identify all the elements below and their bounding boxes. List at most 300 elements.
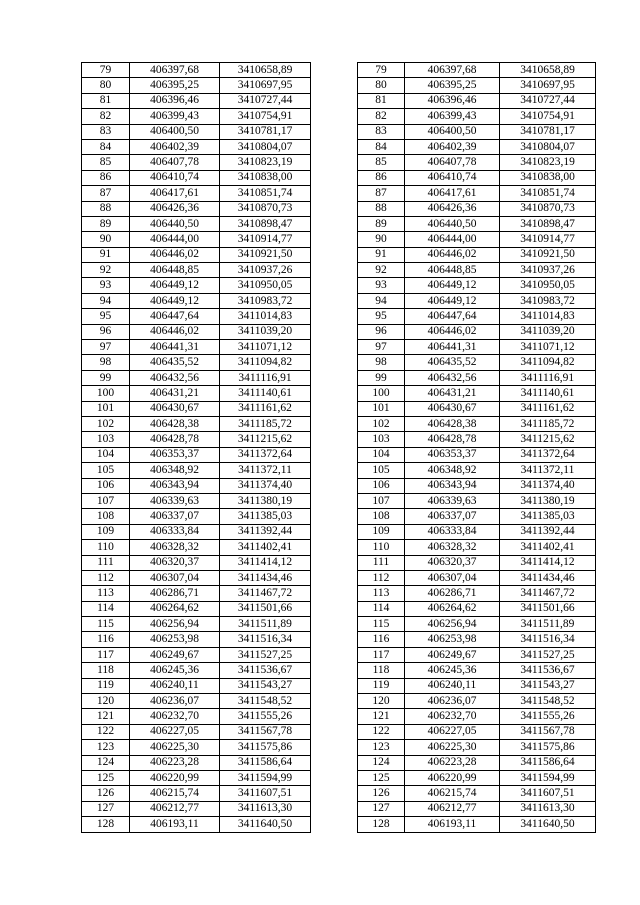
right-y-coordinate-cell: 3410937,26 — [500, 263, 596, 278]
left-point-number-cell: 101 — [82, 401, 130, 416]
right-y-coordinate-cell: 3411385,03 — [500, 509, 596, 524]
right-y-coordinate-cell: 3411640,50 — [500, 817, 596, 832]
right-x-coordinate-cell: 406444,00 — [405, 232, 500, 247]
table-row — [82, 724, 596, 739]
table-row — [82, 647, 596, 662]
table-row — [82, 93, 596, 108]
column-gap — [311, 770, 358, 785]
right-y-coordinate-cell: 3411613,30 — [500, 801, 596, 816]
right-x-coordinate-cell: 406402,39 — [405, 139, 500, 154]
left-x-coordinate-cell: 406448,85 — [130, 263, 220, 278]
right-point-number-cell: 123 — [358, 740, 405, 755]
column-gap — [311, 401, 358, 416]
left-x-coordinate-cell: 406286,71 — [130, 586, 220, 601]
left-x-coordinate-cell: 406328,32 — [130, 540, 220, 555]
right-point-number-cell: 121 — [358, 709, 405, 724]
table-row — [82, 555, 596, 570]
left-y-coordinate-cell: 3411586,64 — [220, 755, 311, 770]
left-point-number-cell: 104 — [82, 447, 130, 462]
right-y-coordinate-cell: 3411071,12 — [500, 340, 596, 355]
right-y-coordinate-cell: 3411215,62 — [500, 432, 596, 447]
column-gap — [311, 216, 358, 231]
right-y-coordinate-cell: 3411039,20 — [500, 324, 596, 339]
table-row — [82, 663, 596, 678]
left-x-coordinate-cell: 406428,38 — [130, 416, 220, 431]
table-row — [82, 709, 596, 724]
right-x-coordinate-cell: 406417,61 — [405, 186, 500, 201]
right-x-coordinate-cell: 406440,50 — [405, 216, 500, 231]
right-point-number-cell: 86 — [358, 170, 405, 185]
left-x-coordinate-cell: 406399,43 — [130, 109, 220, 124]
right-x-coordinate-cell: 406328,32 — [405, 540, 500, 555]
column-gap — [311, 801, 358, 816]
left-x-coordinate-cell: 406440,50 — [130, 216, 220, 231]
left-y-coordinate-cell: 3411392,44 — [220, 524, 311, 539]
left-x-coordinate-cell: 406449,12 — [130, 278, 220, 293]
column-gap — [311, 586, 358, 601]
column-gap — [311, 263, 358, 278]
right-x-coordinate-cell: 406428,78 — [405, 432, 500, 447]
column-gap — [311, 293, 358, 308]
left-point-number-cell: 124 — [82, 755, 130, 770]
left-x-coordinate-cell: 406407,78 — [130, 155, 220, 170]
column-gap — [311, 678, 358, 693]
left-x-coordinate-cell: 406215,74 — [130, 786, 220, 801]
right-y-coordinate-cell: 3411372,11 — [500, 463, 596, 478]
right-point-number-cell: 85 — [358, 155, 405, 170]
left-x-coordinate-cell: 406320,37 — [130, 555, 220, 570]
left-point-number-cell: 108 — [82, 509, 130, 524]
left-y-coordinate-cell: 3411374,40 — [220, 478, 311, 493]
left-point-number-cell: 117 — [82, 647, 130, 662]
left-y-coordinate-cell: 3411467,72 — [220, 586, 311, 601]
left-y-coordinate-cell: 3410937,26 — [220, 263, 311, 278]
right-x-coordinate-cell: 406353,37 — [405, 447, 500, 462]
right-x-coordinate-cell: 406223,28 — [405, 755, 500, 770]
left-point-number-cell: 115 — [82, 617, 130, 632]
right-x-coordinate-cell: 406441,31 — [405, 340, 500, 355]
right-point-number-cell: 99 — [358, 370, 405, 385]
left-x-coordinate-cell: 406339,63 — [130, 493, 220, 508]
table-row — [82, 432, 596, 447]
left-x-coordinate-cell: 406426,36 — [130, 201, 220, 216]
column-gap — [311, 663, 358, 678]
right-x-coordinate-cell: 406397,68 — [405, 63, 500, 78]
left-x-coordinate-cell: 406397,68 — [130, 63, 220, 78]
table-row — [82, 309, 596, 324]
right-point-number-cell: 84 — [358, 139, 405, 154]
right-x-coordinate-cell: 406431,21 — [405, 386, 500, 401]
left-y-coordinate-cell: 3410838,00 — [220, 170, 311, 185]
left-point-number-cell: 109 — [82, 524, 130, 539]
right-point-number-cell: 94 — [358, 293, 405, 308]
table-row — [82, 416, 596, 431]
column-gap — [311, 139, 358, 154]
column-gap — [311, 247, 358, 262]
right-point-number-cell: 81 — [358, 93, 405, 108]
column-gap — [311, 309, 358, 324]
right-y-coordinate-cell: 3410823,19 — [500, 155, 596, 170]
left-point-number-cell: 107 — [82, 493, 130, 508]
table-row — [82, 201, 596, 216]
right-y-coordinate-cell: 3410898,47 — [500, 216, 596, 231]
left-point-number-cell: 79 — [82, 63, 130, 78]
column-gap — [311, 740, 358, 755]
column-gap — [311, 78, 358, 93]
left-point-number-cell: 84 — [82, 139, 130, 154]
left-y-coordinate-cell: 3411434,46 — [220, 570, 311, 585]
table-row — [82, 524, 596, 539]
left-x-coordinate-cell: 406447,64 — [130, 309, 220, 324]
left-y-coordinate-cell: 3411402,41 — [220, 540, 311, 555]
left-y-coordinate-cell: 3410898,47 — [220, 216, 311, 231]
column-gap — [311, 570, 358, 585]
right-x-coordinate-cell: 406212,77 — [405, 801, 500, 816]
left-point-number-cell: 116 — [82, 632, 130, 647]
right-point-number-cell: 113 — [358, 586, 405, 601]
table-row — [82, 601, 596, 616]
table-row — [82, 540, 596, 555]
left-point-number-cell: 106 — [82, 478, 130, 493]
left-point-number-cell: 113 — [82, 586, 130, 601]
table-row — [82, 216, 596, 231]
left-y-coordinate-cell: 3411527,25 — [220, 647, 311, 662]
left-y-coordinate-cell: 3410914,77 — [220, 232, 311, 247]
right-y-coordinate-cell: 3411185,72 — [500, 416, 596, 431]
left-point-number-cell: 119 — [82, 678, 130, 693]
column-gap — [311, 93, 358, 108]
table-row — [82, 78, 596, 93]
table-row — [82, 694, 596, 709]
left-point-number-cell: 100 — [82, 386, 130, 401]
right-point-number-cell: 112 — [358, 570, 405, 585]
right-y-coordinate-cell: 3411094,82 — [500, 355, 596, 370]
right-x-coordinate-cell: 406448,85 — [405, 263, 500, 278]
left-y-coordinate-cell: 3411640,50 — [220, 817, 311, 832]
table-row — [82, 263, 596, 278]
right-x-coordinate-cell: 406320,37 — [405, 555, 500, 570]
table-row — [82, 109, 596, 124]
right-x-coordinate-cell: 406245,36 — [405, 663, 500, 678]
table-row — [82, 786, 596, 801]
table-row — [82, 370, 596, 385]
column-gap — [311, 709, 358, 724]
left-y-coordinate-cell: 3411555,26 — [220, 709, 311, 724]
column-gap — [311, 155, 358, 170]
column-gap — [311, 524, 358, 539]
left-y-coordinate-cell: 3410658,89 — [220, 63, 311, 78]
left-point-number-cell: 127 — [82, 801, 130, 816]
table-row — [82, 186, 596, 201]
table-row — [82, 509, 596, 524]
column-gap — [311, 694, 358, 709]
right-y-coordinate-cell: 3411586,64 — [500, 755, 596, 770]
right-x-coordinate-cell: 406286,71 — [405, 586, 500, 601]
table-row — [82, 570, 596, 585]
left-y-coordinate-cell: 3411575,86 — [220, 740, 311, 755]
left-point-number-cell: 105 — [82, 463, 130, 478]
right-point-number-cell: 128 — [358, 817, 405, 832]
left-point-number-cell: 103 — [82, 432, 130, 447]
left-y-coordinate-cell: 3411372,11 — [220, 463, 311, 478]
table-row — [82, 755, 596, 770]
column-gap — [311, 601, 358, 616]
left-y-coordinate-cell: 3411161,62 — [220, 401, 311, 416]
left-point-number-cell: 123 — [82, 740, 130, 755]
left-x-coordinate-cell: 406232,70 — [130, 709, 220, 724]
coordinates-table — [81, 62, 596, 833]
table-row — [82, 355, 596, 370]
left-x-coordinate-cell: 406353,37 — [130, 447, 220, 462]
right-y-coordinate-cell: 3410921,50 — [500, 247, 596, 262]
right-point-number-cell: 114 — [358, 601, 405, 616]
left-x-coordinate-cell: 406227,05 — [130, 724, 220, 739]
left-x-coordinate-cell: 406225,30 — [130, 740, 220, 755]
left-x-coordinate-cell: 406337,07 — [130, 509, 220, 524]
left-x-coordinate-cell: 406428,78 — [130, 432, 220, 447]
right-y-coordinate-cell: 3411140,61 — [500, 386, 596, 401]
left-y-coordinate-cell: 3411116,91 — [220, 370, 311, 385]
column-gap — [311, 617, 358, 632]
left-y-coordinate-cell: 3411548,52 — [220, 694, 311, 709]
left-point-number-cell: 81 — [82, 93, 130, 108]
right-x-coordinate-cell: 406432,56 — [405, 370, 500, 385]
right-x-coordinate-cell: 406449,12 — [405, 293, 500, 308]
right-x-coordinate-cell: 406407,78 — [405, 155, 500, 170]
right-point-number-cell: 92 — [358, 263, 405, 278]
right-x-coordinate-cell: 406337,07 — [405, 509, 500, 524]
right-point-number-cell: 87 — [358, 186, 405, 201]
left-point-number-cell: 111 — [82, 555, 130, 570]
right-y-coordinate-cell: 3411414,12 — [500, 555, 596, 570]
left-x-coordinate-cell: 406348,92 — [130, 463, 220, 478]
column-gap — [311, 186, 358, 201]
right-x-coordinate-cell: 406430,67 — [405, 401, 500, 416]
right-x-coordinate-cell: 406225,30 — [405, 740, 500, 755]
left-x-coordinate-cell: 406395,25 — [130, 78, 220, 93]
right-y-coordinate-cell: 3410727,44 — [500, 93, 596, 108]
left-y-coordinate-cell: 3411607,51 — [220, 786, 311, 801]
left-point-number-cell: 83 — [82, 124, 130, 139]
right-y-coordinate-cell: 3411434,46 — [500, 570, 596, 585]
left-point-number-cell: 96 — [82, 324, 130, 339]
right-point-number-cell: 108 — [358, 509, 405, 524]
left-point-number-cell: 86 — [82, 170, 130, 185]
column-gap — [311, 201, 358, 216]
left-point-number-cell: 112 — [82, 570, 130, 585]
column-gap — [311, 647, 358, 662]
table-row — [82, 293, 596, 308]
table-row — [82, 463, 596, 478]
table-row — [82, 324, 596, 339]
right-point-number-cell: 98 — [358, 355, 405, 370]
left-point-number-cell: 97 — [82, 340, 130, 355]
left-point-number-cell: 114 — [82, 601, 130, 616]
right-y-coordinate-cell: 3410870,73 — [500, 201, 596, 216]
right-point-number-cell: 109 — [358, 524, 405, 539]
right-x-coordinate-cell: 406256,94 — [405, 617, 500, 632]
left-x-coordinate-cell: 406220,99 — [130, 770, 220, 785]
left-x-coordinate-cell: 406236,07 — [130, 694, 220, 709]
left-point-number-cell: 99 — [82, 370, 130, 385]
right-y-coordinate-cell: 3411607,51 — [500, 786, 596, 801]
right-point-number-cell: 127 — [358, 801, 405, 816]
left-point-number-cell: 120 — [82, 694, 130, 709]
column-gap — [311, 278, 358, 293]
left-x-coordinate-cell: 406223,28 — [130, 755, 220, 770]
left-y-coordinate-cell: 3410697,95 — [220, 78, 311, 93]
table-row — [82, 340, 596, 355]
right-y-coordinate-cell: 3410914,77 — [500, 232, 596, 247]
left-y-coordinate-cell: 3410983,72 — [220, 293, 311, 308]
right-x-coordinate-cell: 406410,74 — [405, 170, 500, 185]
right-point-number-cell: 106 — [358, 478, 405, 493]
column-gap — [311, 170, 358, 185]
column-gap — [311, 416, 358, 431]
table-row — [82, 386, 596, 401]
table-row — [82, 678, 596, 693]
left-x-coordinate-cell: 406193,11 — [130, 817, 220, 832]
left-x-coordinate-cell: 406449,12 — [130, 293, 220, 308]
left-y-coordinate-cell: 3410781,17 — [220, 124, 311, 139]
right-x-coordinate-cell: 406399,43 — [405, 109, 500, 124]
left-x-coordinate-cell: 406343,94 — [130, 478, 220, 493]
column-gap — [311, 493, 358, 508]
left-y-coordinate-cell: 3410823,19 — [220, 155, 311, 170]
left-x-coordinate-cell: 406333,84 — [130, 524, 220, 539]
table-row — [82, 170, 596, 185]
table-row — [82, 632, 596, 647]
left-y-coordinate-cell: 3411567,78 — [220, 724, 311, 739]
column-gap — [311, 755, 358, 770]
left-point-number-cell: 121 — [82, 709, 130, 724]
column-gap — [311, 555, 358, 570]
left-point-number-cell: 87 — [82, 186, 130, 201]
right-point-number-cell: 118 — [358, 663, 405, 678]
table-row — [82, 617, 596, 632]
right-y-coordinate-cell: 3410851,74 — [500, 186, 596, 201]
right-y-coordinate-cell: 3411511,89 — [500, 617, 596, 632]
right-x-coordinate-cell: 406333,84 — [405, 524, 500, 539]
column-gap — [311, 509, 358, 524]
right-x-coordinate-cell: 406307,04 — [405, 570, 500, 585]
right-x-coordinate-cell: 406449,12 — [405, 278, 500, 293]
right-point-number-cell: 126 — [358, 786, 405, 801]
table-row — [82, 401, 596, 416]
right-y-coordinate-cell: 3410697,95 — [500, 78, 596, 93]
left-x-coordinate-cell: 406435,52 — [130, 355, 220, 370]
right-y-coordinate-cell: 3411575,86 — [500, 740, 596, 755]
left-y-coordinate-cell: 3411613,30 — [220, 801, 311, 816]
table-row — [82, 478, 596, 493]
left-point-number-cell: 128 — [82, 817, 130, 832]
right-point-number-cell: 101 — [358, 401, 405, 416]
right-y-coordinate-cell: 3410983,72 — [500, 293, 596, 308]
right-point-number-cell: 103 — [358, 432, 405, 447]
left-y-coordinate-cell: 3410921,50 — [220, 247, 311, 262]
left-x-coordinate-cell: 406307,04 — [130, 570, 220, 585]
right-point-number-cell: 79 — [358, 63, 405, 78]
left-x-coordinate-cell: 406446,02 — [130, 324, 220, 339]
right-point-number-cell: 83 — [358, 124, 405, 139]
column-gap — [311, 463, 358, 478]
left-y-coordinate-cell: 3410727,44 — [220, 93, 311, 108]
right-y-coordinate-cell: 3411548,52 — [500, 694, 596, 709]
right-y-coordinate-cell: 3411380,19 — [500, 493, 596, 508]
right-point-number-cell: 116 — [358, 632, 405, 647]
left-y-coordinate-cell: 3411140,61 — [220, 386, 311, 401]
table-row — [82, 63, 596, 78]
left-point-number-cell: 91 — [82, 247, 130, 262]
right-point-number-cell: 89 — [358, 216, 405, 231]
column-gap — [311, 124, 358, 139]
right-x-coordinate-cell: 406193,11 — [405, 817, 500, 832]
left-x-coordinate-cell: 406253,98 — [130, 632, 220, 647]
right-y-coordinate-cell: 3411467,72 — [500, 586, 596, 601]
right-y-coordinate-cell: 3411594,99 — [500, 770, 596, 785]
column-gap — [311, 355, 358, 370]
column-gap — [311, 447, 358, 462]
left-x-coordinate-cell: 406240,11 — [130, 678, 220, 693]
table-row — [82, 770, 596, 785]
left-point-number-cell: 126 — [82, 786, 130, 801]
right-y-coordinate-cell: 3411372,64 — [500, 447, 596, 462]
table-row — [82, 124, 596, 139]
right-x-coordinate-cell: 406253,98 — [405, 632, 500, 647]
right-x-coordinate-cell: 406227,05 — [405, 724, 500, 739]
right-y-coordinate-cell: 3411402,41 — [500, 540, 596, 555]
table-row — [82, 278, 596, 293]
right-point-number-cell: 102 — [358, 416, 405, 431]
left-x-coordinate-cell: 406212,77 — [130, 801, 220, 816]
table-row — [82, 232, 596, 247]
table-row — [82, 447, 596, 462]
right-point-number-cell: 117 — [358, 647, 405, 662]
right-point-number-cell: 115 — [358, 617, 405, 632]
left-y-coordinate-cell: 3410870,73 — [220, 201, 311, 216]
left-y-coordinate-cell: 3410804,07 — [220, 139, 311, 154]
right-point-number-cell: 80 — [358, 78, 405, 93]
left-point-number-cell: 82 — [82, 109, 130, 124]
right-y-coordinate-cell: 3411543,27 — [500, 678, 596, 693]
left-point-number-cell: 89 — [82, 216, 130, 231]
left-x-coordinate-cell: 406410,74 — [130, 170, 220, 185]
right-x-coordinate-cell: 406395,25 — [405, 78, 500, 93]
column-gap — [311, 386, 358, 401]
left-x-coordinate-cell: 406430,67 — [130, 401, 220, 416]
left-y-coordinate-cell: 3411536,67 — [220, 663, 311, 678]
right-x-coordinate-cell: 406435,52 — [405, 355, 500, 370]
left-y-coordinate-cell: 3411372,64 — [220, 447, 311, 462]
left-y-coordinate-cell: 3410950,05 — [220, 278, 311, 293]
right-x-coordinate-cell: 406240,11 — [405, 678, 500, 693]
right-point-number-cell: 93 — [358, 278, 405, 293]
right-x-coordinate-cell: 406348,92 — [405, 463, 500, 478]
left-y-coordinate-cell: 3411014,83 — [220, 309, 311, 324]
left-x-coordinate-cell: 406264,62 — [130, 601, 220, 616]
right-x-coordinate-cell: 406232,70 — [405, 709, 500, 724]
coordinates-table-body — [82, 63, 596, 833]
left-x-coordinate-cell: 406256,94 — [130, 617, 220, 632]
right-y-coordinate-cell: 3411527,25 — [500, 647, 596, 662]
left-y-coordinate-cell: 3411385,03 — [220, 509, 311, 524]
right-point-number-cell: 100 — [358, 386, 405, 401]
right-point-number-cell: 90 — [358, 232, 405, 247]
right-y-coordinate-cell: 3411392,44 — [500, 524, 596, 539]
column-gap — [311, 109, 358, 124]
left-y-coordinate-cell: 3411414,12 — [220, 555, 311, 570]
right-y-coordinate-cell: 3411116,91 — [500, 370, 596, 385]
